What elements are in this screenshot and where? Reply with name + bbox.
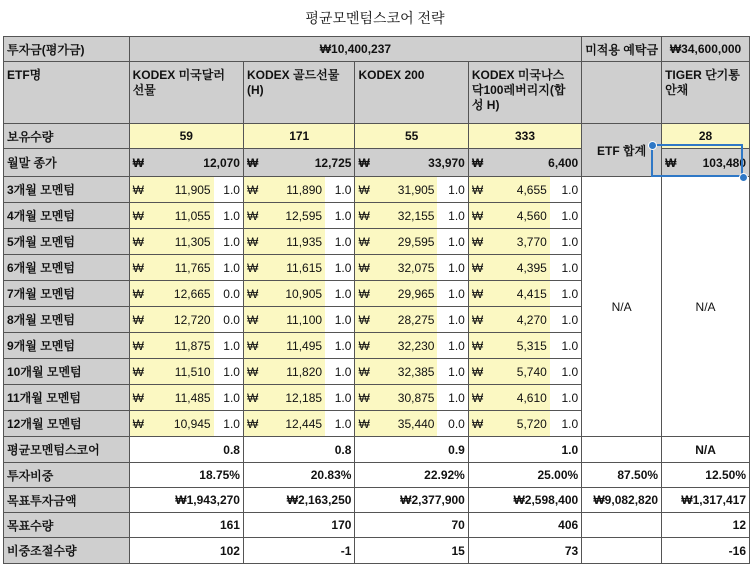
etf-sum-target-amount[interactable]: ₩9,082,820: [582, 488, 662, 513]
momentum-price[interactable]: [468, 333, 549, 359]
tiger-weight[interactable]: 12.50%: [662, 463, 750, 488]
tiger-na[interactable]: N/A: [662, 177, 750, 437]
momentum-flag[interactable]: 1.0: [325, 281, 355, 307]
target-amount-2[interactable]: ₩2,377,900: [355, 488, 468, 513]
momentum-price[interactable]: [355, 203, 438, 229]
momentum-flag[interactable]: 1.0: [214, 333, 244, 359]
momentum-flag[interactable]: 1.0: [325, 333, 355, 359]
momentum-flag[interactable]: 1.0: [325, 177, 355, 203]
currency-symbol: ₩: [132, 208, 144, 223]
momentum-flag[interactable]: 1.0: [214, 255, 244, 281]
tiger-price[interactable]: [662, 149, 750, 177]
score-3[interactable]: 1.0: [550, 437, 582, 463]
currency-symbol: ₩: [246, 208, 259, 223]
sheet-title: 평균모멘텀스코어 전략: [305, 10, 445, 26]
holdings-0[interactable]: 59: [129, 124, 243, 149]
weight-1[interactable]: 20.83%: [243, 463, 354, 488]
momentum-price[interactable]: [129, 333, 214, 359]
label-weight[interactable]: 투자비중: [4, 463, 130, 488]
momentum-price-value: 11,890: [286, 182, 323, 197]
momentum-price[interactable]: [468, 177, 549, 203]
momentum-price[interactable]: [468, 385, 549, 411]
momentum-flag[interactable]: 1.0: [550, 359, 582, 385]
momentum-price-value: 12,665: [173, 286, 211, 301]
label-etf-name[interactable]: ETF명: [4, 62, 130, 124]
label-target-amount[interactable]: 목표투자금액: [4, 488, 130, 513]
currency-symbol: ₩: [246, 312, 259, 327]
momentum-price[interactable]: [355, 333, 438, 359]
price-1[interactable]: [243, 149, 354, 177]
score-blank[interactable]: [468, 437, 549, 463]
label-momentum[interactable]: 3개월 모멘텀: [4, 177, 130, 203]
currency-symbol: ₩: [358, 286, 370, 301]
holdings-1[interactable]: 171: [243, 124, 354, 149]
score-blank[interactable]: [243, 437, 325, 463]
momentum-table: [3, 36, 750, 564]
target-amount-0[interactable]: ₩1,943,270: [129, 488, 243, 513]
momentum-price-value: 4,655: [516, 182, 547, 197]
currency-symbol: ₩: [358, 155, 370, 170]
investment-total[interactable]: ₩10,400,237: [129, 37, 582, 62]
momentum-flag[interactable]: 1.0: [437, 229, 468, 255]
momentum-price[interactable]: [129, 411, 214, 437]
momentum-price[interactable]: [355, 229, 438, 255]
currency-symbol: ₩: [246, 338, 259, 353]
currency-symbol: ₩: [246, 260, 259, 275]
table-row: [4, 62, 750, 124]
label-momentum[interactable]: 7개월 모멘텀: [4, 281, 130, 307]
weight-2[interactable]: 22.92%: [355, 463, 468, 488]
momentum-flag[interactable]: 1.0: [325, 411, 355, 437]
momentum-flag[interactable]: 1.0: [214, 385, 244, 411]
momentum-flag[interactable]: 1.0: [550, 307, 582, 333]
momentum-price-value: 5,315: [516, 338, 547, 353]
table-row: [4, 513, 750, 538]
momentum-price[interactable]: [355, 359, 438, 385]
label-target-qty[interactable]: 목표수량: [4, 513, 130, 538]
momentum-flag[interactable]: 0.0: [214, 307, 244, 333]
target-qty-0[interactable]: 161: [129, 513, 243, 538]
label-score[interactable]: 평균모멘텀스코어: [4, 437, 130, 463]
tiger-adjust-qty[interactable]: -16: [662, 538, 750, 564]
deposit-value[interactable]: ₩34,600,000: [662, 37, 750, 62]
etf-sum-target-qty-blank[interactable]: [582, 513, 662, 538]
momentum-flag[interactable]: 1.0: [325, 307, 355, 333]
momentum-flag[interactable]: 1.0: [550, 281, 582, 307]
score-1[interactable]: 0.8: [325, 437, 355, 463]
momentum-price[interactable]: [243, 203, 325, 229]
price-value: 12,070: [203, 155, 240, 170]
momentum-price[interactable]: [355, 281, 438, 307]
currency-symbol: ₩: [132, 155, 144, 170]
currency-symbol: ₩: [132, 286, 144, 301]
currency-symbol: ₩: [246, 155, 259, 170]
momentum-price[interactable]: [243, 333, 325, 359]
momentum-flag[interactable]: 1.0: [550, 411, 582, 437]
momentum-price[interactable]: [243, 411, 325, 437]
label-month-end-price[interactable]: 월말 종가: [4, 149, 130, 177]
label-etf-total[interactable]: ETF 합계: [582, 124, 662, 177]
target-qty-1[interactable]: 170: [243, 513, 354, 538]
holdings-3[interactable]: 333: [468, 124, 581, 149]
currency-symbol: ₩: [358, 312, 370, 327]
momentum-price-value: 11,905: [174, 182, 211, 197]
momentum-price-value: 12,445: [285, 416, 323, 431]
momentum-price-value: 29,595: [397, 234, 435, 249]
momentum-price-value: 11,055: [174, 208, 211, 223]
momentum-flag[interactable]: 1.0: [214, 203, 244, 229]
momentum-price[interactable]: [468, 203, 549, 229]
momentum-price[interactable]: [468, 255, 549, 281]
momentum-price[interactable]: [355, 411, 438, 437]
momentum-flag[interactable]: 1.0: [550, 177, 582, 203]
table-row: [4, 463, 750, 488]
table-row: [4, 538, 750, 564]
price-value: 103,480: [702, 155, 746, 170]
weight-0[interactable]: 18.75%: [129, 463, 243, 488]
momentum-price-value: 5,740: [516, 364, 547, 379]
currency-symbol: ₩: [132, 338, 144, 353]
etf-sum-na[interactable]: N/A: [582, 177, 662, 437]
adjust-qty-1[interactable]: -1: [243, 538, 354, 564]
momentum-flag[interactable]: 1.0: [325, 229, 355, 255]
target-qty-2[interactable]: 70: [355, 513, 468, 538]
tiger-score[interactable]: N/A: [662, 437, 750, 463]
currency-symbol: ₩: [132, 312, 144, 327]
momentum-price-value: 11,820: [286, 364, 323, 379]
momentum-flag[interactable]: 1.0: [214, 229, 244, 255]
momentum-price-value: 11,875: [174, 338, 211, 353]
momentum-flag[interactable]: 1.0: [325, 385, 355, 411]
momentum-price-value: 11,100: [286, 312, 323, 327]
momentum-price[interactable]: [243, 255, 325, 281]
momentum-price[interactable]: [129, 385, 214, 411]
currency-symbol: ₩: [471, 390, 484, 405]
label-momentum[interactable]: 10개월 모멘텀: [4, 359, 130, 385]
target-amount-3[interactable]: ₩2,598,400: [468, 488, 581, 513]
label-adjust-qty[interactable]: 비중조절수량: [4, 538, 130, 564]
tiger-holdings[interactable]: 28: [662, 124, 750, 149]
momentum-price-value: 11,510: [174, 364, 211, 379]
selection-handle-top-left[interactable]: [648, 141, 657, 150]
momentum-price-value: 32,155: [397, 208, 435, 223]
momentum-flag[interactable]: 1.0: [550, 385, 582, 411]
etf-name-2[interactable]: KODEX 200: [355, 62, 468, 124]
momentum-price[interactable]: [129, 307, 214, 333]
currency-symbol: ₩: [246, 286, 259, 301]
momentum-price-value: 35,440: [397, 416, 435, 431]
momentum-price-value: 12,595: [285, 208, 323, 223]
momentum-flag[interactable]: 1.0: [437, 255, 468, 281]
momentum-flag[interactable]: 1.0: [325, 255, 355, 281]
momentum-price[interactable]: [355, 385, 438, 411]
etf-sum-header-blank[interactable]: [582, 62, 662, 124]
currency-symbol: ₩: [471, 260, 484, 275]
momentum-flag[interactable]: 1.0: [325, 359, 355, 385]
currency-symbol: ₩: [471, 338, 484, 353]
momentum-price-value: 11,765: [174, 260, 211, 275]
currency-symbol: ₩: [471, 155, 484, 170]
tiger-target-amount[interactable]: ₩1,317,417: [662, 488, 750, 513]
momentum-price-value: 30,875: [397, 390, 435, 405]
momentum-price[interactable]: [355, 255, 438, 281]
currency-symbol: ₩: [471, 312, 484, 327]
momentum-flag[interactable]: 1.0: [437, 333, 468, 359]
adjust-qty-0[interactable]: 102: [129, 538, 243, 564]
momentum-price-value: 11,495: [286, 338, 323, 353]
momentum-flag[interactable]: 1.0: [214, 177, 244, 203]
price-value: 6,400: [548, 155, 579, 170]
currency-symbol: ₩: [471, 286, 484, 301]
label-momentum[interactable]: 11개월 모멘텀: [4, 385, 130, 411]
momentum-price[interactable]: [129, 255, 214, 281]
momentum-flag[interactable]: 1.0: [437, 385, 468, 411]
momentum-price-value: 12,720: [173, 312, 211, 327]
momentum-price[interactable]: [129, 177, 214, 203]
momentum-price[interactable]: [243, 307, 325, 333]
momentum-price[interactable]: [243, 229, 325, 255]
momentum-price-value: 4,395: [516, 260, 547, 275]
currency-symbol: ₩: [246, 364, 259, 379]
tiger-target-qty[interactable]: 12: [662, 513, 750, 538]
momentum-price-value: 4,560: [516, 208, 547, 223]
etf-name-3[interactable]: KODEX 미국나스 닥100레버리지(합 성 H): [468, 62, 581, 124]
target-amount-1[interactable]: ₩2,163,250: [243, 488, 354, 513]
score-blank[interactable]: [129, 437, 214, 463]
currency-symbol: ₩: [665, 155, 677, 170]
score-2[interactable]: 0.9: [437, 437, 468, 463]
momentum-flag[interactable]: 1.0: [437, 307, 468, 333]
momentum-price-value: 32,230: [397, 338, 435, 353]
momentum-flag[interactable]: 1.0: [550, 229, 582, 255]
momentum-price[interactable]: [355, 307, 438, 333]
momentum-price-value: 10,945: [173, 416, 211, 431]
momentum-price[interactable]: [468, 359, 549, 385]
currency-symbol: ₩: [358, 234, 370, 249]
momentum-price[interactable]: [468, 281, 549, 307]
currency-symbol: ₩: [246, 390, 259, 405]
momentum-price[interactable]: [129, 359, 214, 385]
momentum-price-value: 32,385: [397, 364, 435, 379]
currency-symbol: ₩: [132, 260, 144, 275]
holdings-2[interactable]: 55: [355, 124, 468, 149]
price-value: 33,970: [428, 155, 465, 170]
label-investment[interactable]: 투자금(평가금): [4, 37, 130, 62]
adjust-qty-3[interactable]: 73: [468, 538, 581, 564]
weight-3[interactable]: 25.00%: [468, 463, 581, 488]
currency-symbol: ₩: [471, 208, 484, 223]
momentum-price[interactable]: [129, 281, 214, 307]
table-row: [4, 488, 750, 513]
momentum-price-value: 11,305: [174, 234, 211, 249]
score-0[interactable]: 0.8: [214, 437, 244, 463]
currency-symbol: ₩: [358, 390, 370, 405]
price-value: 12,725: [314, 155, 352, 170]
momentum-flag[interactable]: 1.0: [437, 203, 468, 229]
table-row: [4, 437, 750, 463]
currency-symbol: ₩: [358, 208, 370, 223]
currency-symbol: ₩: [132, 364, 144, 379]
selection-handle-bottom-right[interactable]: [739, 173, 748, 182]
price-3[interactable]: [468, 149, 581, 177]
label-momentum[interactable]: 9개월 모멘텀: [4, 333, 130, 359]
momentum-price-value: 10,905: [285, 286, 323, 301]
momentum-flag[interactable]: 0.0: [214, 281, 244, 307]
momentum-flag[interactable]: 1.0: [437, 281, 468, 307]
currency-symbol: ₩: [132, 416, 144, 431]
momentum-flag[interactable]: 1.0: [550, 333, 582, 359]
currency-symbol: ₩: [358, 260, 370, 275]
currency-symbol: ₩: [358, 338, 370, 353]
label-momentum[interactable]: 5개월 모멘텀: [4, 229, 130, 255]
etf-name-0[interactable]: KODEX 미국달러 선물: [129, 62, 243, 124]
price-0[interactable]: [129, 149, 243, 177]
momentum-price[interactable]: [243, 177, 325, 203]
momentum-price-value: 11,935: [286, 234, 323, 249]
currency-symbol: ₩: [358, 364, 370, 379]
etf-sum-weight[interactable]: 87.50%: [582, 463, 662, 488]
momentum-flag[interactable]: 1.0: [437, 359, 468, 385]
etf-name-1[interactable]: KODEX 골드선물 (H): [243, 62, 354, 124]
momentum-flag[interactable]: 1.0: [550, 203, 582, 229]
momentum-price-value: 11,485: [174, 390, 211, 405]
currency-symbol: ₩: [132, 234, 144, 249]
currency-symbol: ₩: [132, 182, 144, 197]
currency-symbol: ₩: [358, 182, 370, 197]
etf-sum-adjust-qty-blank[interactable]: [582, 538, 662, 564]
score-blank[interactable]: [355, 437, 438, 463]
table-row: [4, 124, 750, 149]
momentum-price[interactable]: [355, 177, 438, 203]
momentum-price-value: 32,075: [397, 260, 435, 275]
momentum-price-value: 4,270: [516, 312, 547, 327]
momentum-flag[interactable]: 1.0: [325, 203, 355, 229]
momentum-price-value: 3,770: [516, 234, 547, 249]
currency-symbol: ₩: [471, 364, 484, 379]
currency-symbol: ₩: [471, 234, 484, 249]
momentum-price-value: 4,610: [516, 390, 547, 405]
currency-symbol: ₩: [246, 416, 259, 431]
price-2[interactable]: [355, 149, 468, 177]
etf-sum-score-blank[interactable]: [582, 437, 662, 463]
momentum-flag[interactable]: 1.0: [214, 411, 244, 437]
momentum-price-value: 28,275: [397, 312, 435, 327]
label-holdings[interactable]: 보유수량: [4, 124, 130, 149]
label-unexecuted-deposit[interactable]: 미적용 예탁금: [582, 37, 662, 62]
currency-symbol: ₩: [246, 234, 259, 249]
label-momentum[interactable]: 6개월 모멘텀: [4, 255, 130, 281]
momentum-flag[interactable]: 1.0: [437, 177, 468, 203]
currency-symbol: ₩: [471, 416, 484, 431]
momentum-flag[interactable]: 1.0: [550, 255, 582, 281]
momentum-price-value: 29,965: [397, 286, 435, 301]
momentum-flag[interactable]: 1.0: [214, 359, 244, 385]
momentum-price[interactable]: [468, 229, 549, 255]
momentum-price-value: 4,415: [516, 286, 547, 301]
momentum-price[interactable]: [129, 229, 214, 255]
table-row: [4, 37, 750, 62]
momentum-price[interactable]: [243, 281, 325, 307]
momentum-price-value: 11,615: [286, 260, 323, 275]
momentum-price[interactable]: [468, 411, 549, 437]
label-momentum[interactable]: 8개월 모멘텀: [4, 307, 130, 333]
momentum-price-value: 5,720: [516, 416, 547, 431]
currency-symbol: ₩: [132, 390, 144, 405]
momentum-price[interactable]: [129, 203, 214, 229]
currency-symbol: ₩: [358, 416, 370, 431]
momentum-price-value: 12,185: [285, 390, 323, 405]
currency-symbol: ₩: [471, 182, 484, 197]
tiger-name[interactable]: TIGER 단기통 안채: [662, 62, 750, 124]
table-row: [4, 177, 750, 203]
currency-symbol: ₩: [246, 182, 259, 197]
momentum-price[interactable]: [468, 307, 549, 333]
momentum-price[interactable]: [243, 359, 325, 385]
target-qty-3[interactable]: 406: [468, 513, 581, 538]
momentum-price[interactable]: [243, 385, 325, 411]
adjust-qty-2[interactable]: 15: [355, 538, 468, 564]
momentum-price-value: 31,905: [397, 182, 435, 197]
label-momentum[interactable]: 4개월 모멘텀: [4, 203, 130, 229]
momentum-flag[interactable]: 0.0: [437, 411, 468, 437]
label-momentum[interactable]: 12개월 모멘텀: [4, 411, 130, 437]
